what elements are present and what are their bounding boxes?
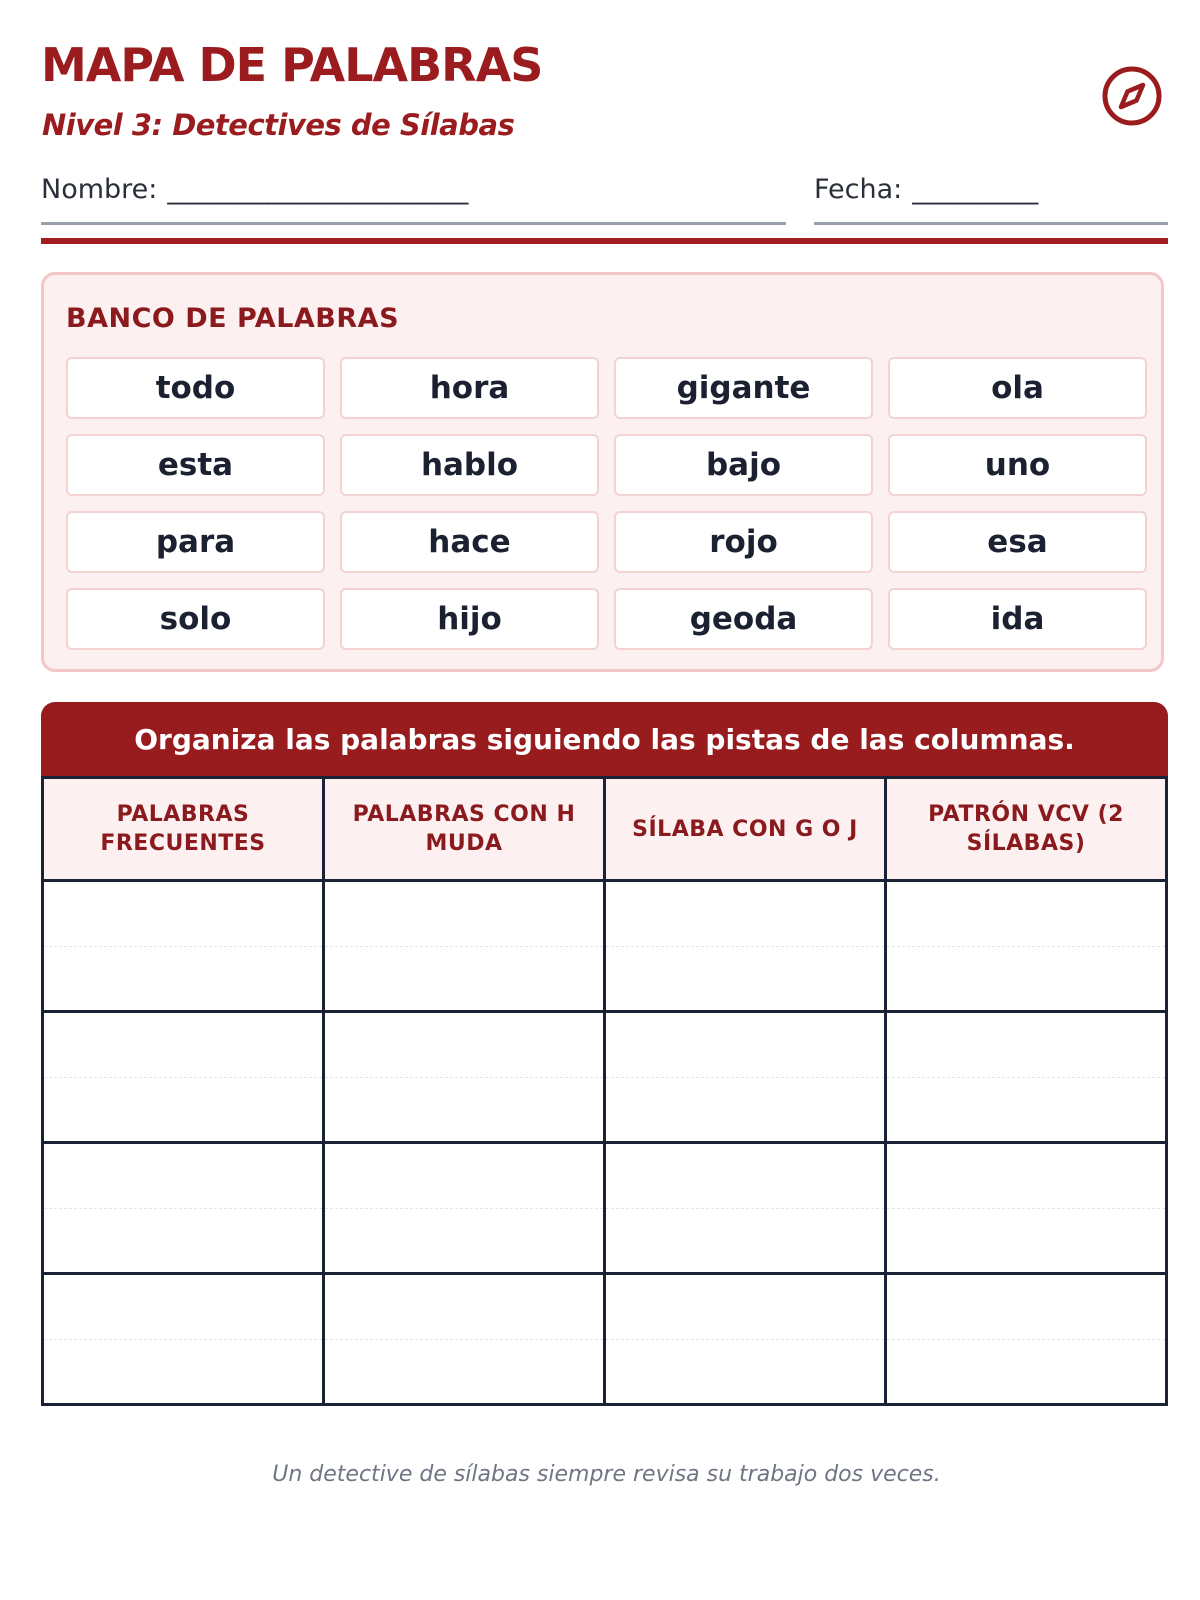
answer-cell[interactable] xyxy=(324,1012,605,1143)
instruction-banner: Organiza las palabras siguiendo las pistas de las columnas. xyxy=(41,702,1168,776)
answer-cell[interactable] xyxy=(886,1274,1167,1405)
compass-icon xyxy=(1100,64,1164,128)
word-card[interactable]: hablo xyxy=(340,434,599,496)
column-header: SÍLABA CON G O J xyxy=(605,778,886,881)
column-header: PALABRAS FRECUENTES xyxy=(43,778,324,881)
table-header-row xyxy=(43,778,1167,881)
answer-cell[interactable] xyxy=(43,1143,324,1274)
table-row xyxy=(43,881,1167,1012)
word-card[interactable]: gigante xyxy=(614,357,873,419)
word-bank-title: BANCO DE PALABRAS xyxy=(66,303,400,334)
table-row xyxy=(43,1143,1167,1274)
table-row xyxy=(43,1274,1167,1405)
table-row xyxy=(43,1012,1167,1143)
word-card[interactable]: para xyxy=(66,511,325,573)
column-header: PATRÓN VCV (2 SÍLABAS) xyxy=(886,778,1167,881)
name-field[interactable] xyxy=(41,170,786,225)
name-blank: ________________________ xyxy=(167,174,468,205)
answer-cell[interactable] xyxy=(324,1143,605,1274)
answer-cell[interactable] xyxy=(324,1274,605,1405)
answer-cell[interactable] xyxy=(605,1143,886,1274)
word-card[interactable]: rojo xyxy=(614,511,873,573)
word-card[interactable]: ida xyxy=(888,588,1147,650)
word-card[interactable]: bajo xyxy=(614,434,873,496)
column-header: PALABRAS CON H MUDA xyxy=(324,778,605,881)
answer-cell[interactable] xyxy=(605,881,886,1012)
answer-cell[interactable] xyxy=(324,881,605,1012)
date-label: Fecha: xyxy=(814,174,903,205)
answer-cell[interactable] xyxy=(886,1012,1167,1143)
date-blank: __________ xyxy=(912,174,1038,205)
word-card[interactable]: ola xyxy=(888,357,1147,419)
word-bank-grid xyxy=(66,357,1147,650)
word-bank xyxy=(41,272,1164,672)
word-card[interactable]: uno xyxy=(888,434,1147,496)
answer-cell[interactable] xyxy=(886,1143,1167,1274)
answer-cell[interactable] xyxy=(886,881,1167,1012)
sorting-table xyxy=(41,776,1168,1406)
answer-cell[interactable] xyxy=(43,881,324,1012)
word-card[interactable]: hora xyxy=(340,357,599,419)
word-card[interactable]: esa xyxy=(888,511,1147,573)
word-card[interactable]: hijo xyxy=(340,588,599,650)
word-card[interactable]: todo xyxy=(66,357,325,419)
date-field[interactable] xyxy=(814,170,1168,225)
word-card[interactable]: solo xyxy=(66,588,325,650)
answer-cell[interactable] xyxy=(43,1274,324,1405)
word-card[interactable]: geoda xyxy=(614,588,873,650)
answer-cell[interactable] xyxy=(43,1012,324,1143)
word-card[interactable]: hace xyxy=(340,511,599,573)
footer-note: Un detective de sílabas siempre revisa su trabajo dos veces. xyxy=(272,1462,941,1487)
page-subtitle: Nivel 3: Detectives de Sílabas xyxy=(42,108,515,142)
header-divider xyxy=(41,238,1168,244)
name-label: Nombre: xyxy=(41,174,158,205)
answer-cell[interactable] xyxy=(605,1012,886,1143)
page-title: MAPA DE PALABRAS xyxy=(41,38,543,92)
word-card[interactable]: esta xyxy=(66,434,325,496)
answer-cell[interactable] xyxy=(605,1274,886,1405)
